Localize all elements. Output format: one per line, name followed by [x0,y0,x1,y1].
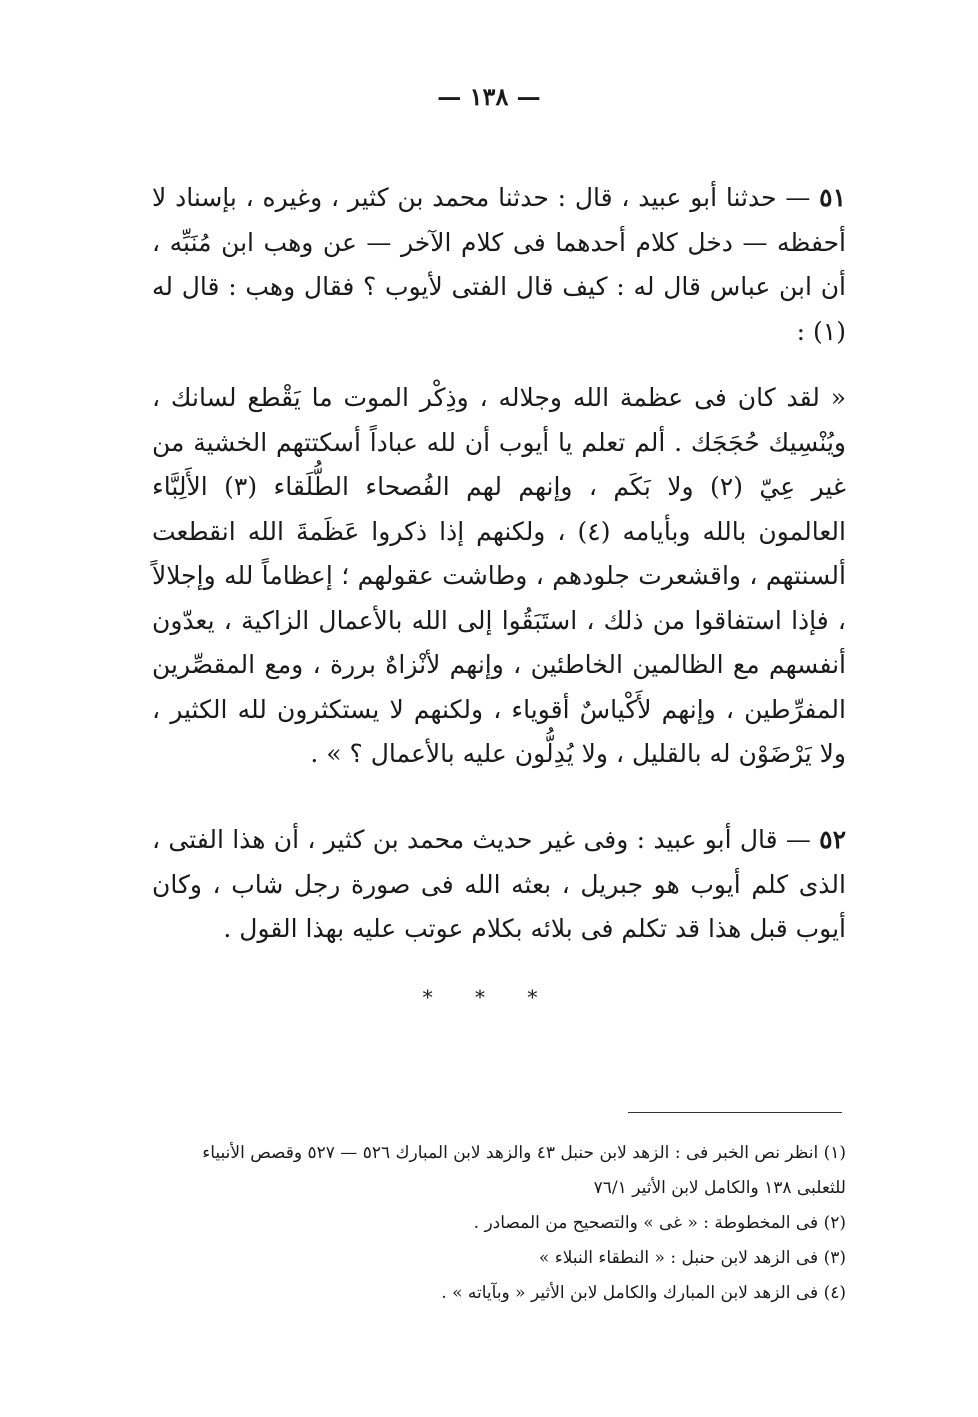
section-separator: * * * [422,985,556,1009]
paragraph-51 [152,176,846,354]
page-number: — ١٣٨ — [437,82,541,111]
footnote-divider [628,1112,842,1113]
paragraph-51-number: ٥١ [819,183,846,212]
footnote-2: (٢) فى المخطوطة : « غى » والتصحيح من المصادر . [473,1213,846,1233]
footnote-1: (١) انظر نص الخبر فى : الزهد لابن حنبل ٤٣ والزهد لابن المبارك ٥٢٦ — ٥٢٧ وقصص الأنبياء للثعلبى ١٣٨ والكامل لابن الأثير ٧٦/١ [202,1143,846,1198]
paragraph-52 [152,818,846,952]
quoted-speech-text: « لقد كان فى عظمة الله وجلاله ، وذِكْر الموت ما يَقْطع لسانك ، ويُنْسِيك حُجَجَك . ألم تعلم يا أيوب أن لله عباداً أسكتتهم الخشية من غير عِيّ (٢) ولا بَكَم ، وإنهم لهم الفُصحاء الطُّلَقاء (٣) الأَلِبَّاء العالمون بالله وبأيامه (٤) ، ولكنهم إذا ذكروا عَظَمةَ الله انقطعت ألسنتهم ، واقشعرت جلودهم ، وطاشت عقولهم ؛ إعظاماً لله وإجلالاً ، فإذا استفاقوا من ذلك ، استَبَقُوا إلى الله بالأعمال الزاكية ، يعدّون أنفسهم مع الظالمين الخاطئين ، وإنهم لأنْزاهٌ بررة ، ومع المقصِّرين المفرِّطين ، وإنهم لأَكْياسٌ أقوياء ، ولكنهم لا يستكثرون لله الكثير ، ولا يَرْضَوْن له بالقليل ، ولا يُدِلُّون عليه بالأعمال ؟ » . [152,383,846,768]
footnotes [152,1136,846,1311]
paragraph-51-content [152,176,846,354]
paragraph-51-text: — حدثنا أبو عبيد ، قال : حدثنا محمد بن كثير ، وغيره ، بإسناد لا أحفظه — دخل كلام أحدهما فى كلام الآخر — عن وهب ابن مُنَبِّه ، أن ابن عباس قال له : كيف قال الفتى لأيوب ؟ فقال وهب : قال له (١) : [152,183,846,346]
paragraph-52-text: — قال أبو عبيد : وفى غير حديث محمد بن كثير ، أن هذا الفتى ، الذى كلم أيوب هو جبريل ، بعثه الله فى صورة رجل شاب ، وكان أيوب قبل هذا قد تكلم فى بلائه بكلام عوتب عليه بهذا القول . [152,825,846,943]
quoted-speech [152,376,846,777]
paragraph-52-number: ٥٢ [819,825,846,854]
footnote-3: (٣) فى الزهد لابن حنبل : « النطقاء النبلاء » [538,1248,846,1268]
paragraph-52-content [152,818,846,952]
footnote-4: (٤) فى الزهد لابن المبارك والكامل لابن الأثير « وبآياته » . [441,1283,846,1303]
